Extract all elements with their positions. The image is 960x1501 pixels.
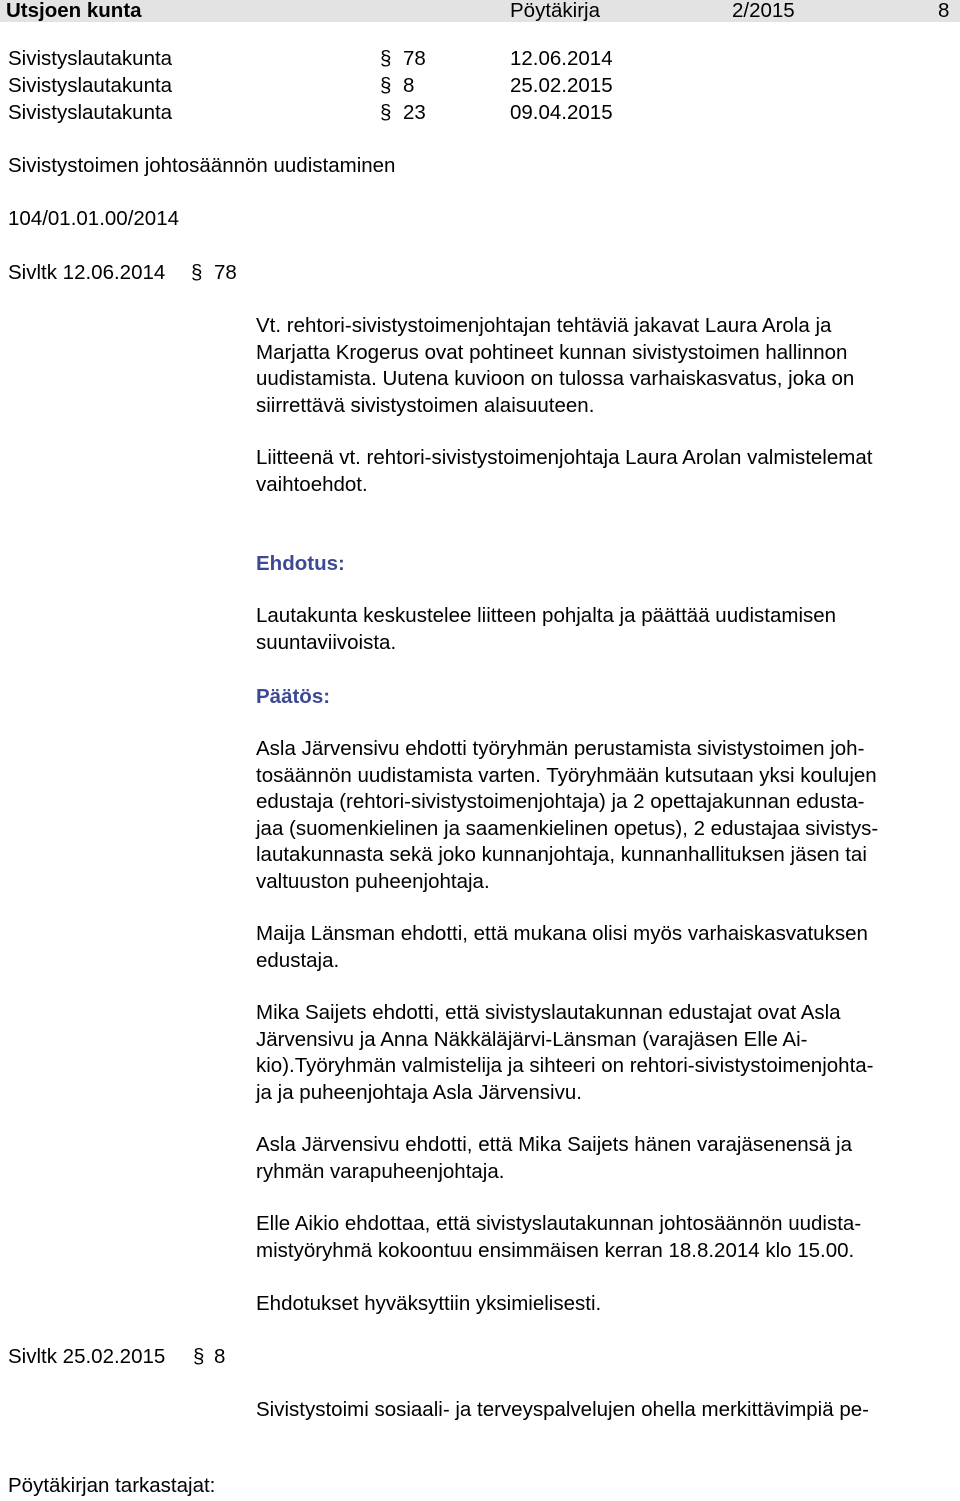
text-line: Maija Länsman ehdotti, että mukana olisi myös varhaiskasvatuksen: [256, 922, 868, 945]
decision-paragraph: [256, 1211, 956, 1264]
section-mark-icon: §: [380, 47, 392, 70]
text-line: Elle Aikio ehdottaa, että sivistyslautakunnan johtosäännön uudista-: [256, 1212, 862, 1235]
proposal-paragraph: [256, 603, 956, 656]
text-line: vaihtoehdot.: [256, 472, 368, 496]
text-line: ryhmän varapuheenjohtaja.: [256, 1159, 505, 1183]
meeting-label: Sivltk 12.06.2014: [8, 261, 166, 284]
document-number: 2/2015: [732, 0, 795, 22]
text-line: Asla Järvensivu ehdotti työryhmän perustamista sivistystoimen joh-: [256, 737, 865, 760]
reference-date: 09.04.2015: [510, 101, 613, 124]
decision-paragraph: [256, 1000, 956, 1106]
decision-label: Päätös:: [256, 685, 331, 708]
meeting-section: 8: [214, 1345, 226, 1368]
text-line: valtuuston puheenjohtaja.: [256, 869, 490, 893]
meeting-label: Sivltk 25.02.2015: [8, 1345, 166, 1368]
document-title: Sivistystoimen johtosäännön uudistaminen: [8, 154, 396, 177]
text-line: edustaja.: [256, 948, 340, 972]
reference-board: Sivistyslautakunta: [8, 101, 173, 124]
decision-paragraph: [256, 921, 956, 974]
text-line: uudistamista. Uutena kuvioon on tulossa varhaiskasvatus, joka on: [256, 367, 855, 390]
section-mark-icon: §: [191, 261, 203, 284]
reference-section: 78: [403, 47, 426, 70]
text-line: Mika Saijets ehdotti, että sivistyslautakunnan edustajat ovat Asla: [256, 1001, 841, 1024]
attachment-paragraph: [256, 445, 956, 498]
text-line: Marjatta Krogerus ovat pohtineet kunnan sivistystoimen hallinnon: [256, 340, 848, 364]
meeting-section: 78: [214, 261, 237, 284]
decision-paragraph: [256, 736, 956, 895]
document-type: Pöytäkirja: [510, 0, 601, 22]
page-number: 8: [938, 0, 950, 22]
text-line: Vt. rehtori-sivistystoimenjohtajan tehtäviä jakavat Laura Arola ja: [256, 314, 832, 337]
reference-date: 12.06.2014: [510, 47, 613, 70]
text-line: tosäännön uudistamista varten. Työryhmään kutsutaan yksi koulujen: [256, 763, 877, 787]
text-line: edustaja (rehtori-sivistystoimenjohtaja) ja 2 opettajakunnan edusta-: [256, 790, 865, 813]
decision-paragraph: [256, 1291, 956, 1318]
text-line: Sivistystoimi sosiaali- ja terveyspalvelujen ohella merkittävimpiä pe-: [256, 1398, 869, 1421]
text-line: Liitteenä vt. rehtori-sivistystoimenjohtaja Laura Arolan valmistelemat: [256, 446, 873, 469]
municipality-name: Utsjoen kunta: [6, 0, 142, 22]
text-line: Asla Järvensivu ehdotti, että Mika Saijets hänen varajäsenensä ja: [256, 1133, 852, 1156]
text-line: suuntaviivoista.: [256, 630, 397, 654]
text-line: mistyöryhmä kokoontuu ensimmäisen kerran 18.8.2014 klo 15.00.: [256, 1238, 855, 1262]
proposal-label: Ehdotus:: [256, 552, 345, 575]
text-line: siirrettävä sivistystoimen alaisuuteen.: [256, 393, 595, 417]
section-mark-icon: §: [193, 1345, 205, 1368]
reference-board: Sivistyslautakunta: [8, 47, 173, 70]
text-line: Ehdotukset hyväksyttiin yksimielisesti.: [256, 1292, 602, 1315]
text-line: jaa (suomenkielinen ja saamenkielinen opetus), 2 edustajaa sivistys-: [256, 816, 879, 840]
text-line: lautakunnasta sekä joko kunnanjohtaja, kunnanhallituksen jäsen tai: [256, 843, 867, 866]
text-line: kio).Työryhmän valmistelija ja sihteeri on rehtori-sivistystoimenjohta-: [256, 1054, 874, 1077]
page-header: [0, 0, 960, 22]
reference-section: 8: [403, 74, 415, 97]
decision-paragraph: [256, 1132, 956, 1185]
record-number: 104/01.01.00/2014: [8, 207, 179, 230]
inspectors-label: Pöytäkirjan tarkastajat:: [8, 1474, 216, 1497]
text-line: Lautakunta keskustelee liitteen pohjalta ja päättää uudistamisen: [256, 604, 837, 627]
reference-board: Sivistyslautakunta: [8, 74, 173, 97]
reference-section: 23: [403, 101, 426, 124]
text-line: Järvensivu ja Anna Näkkäläjärvi-Länsman (varajäsen Elle Ai-: [256, 1027, 808, 1051]
section-mark-icon: §: [380, 101, 392, 124]
section-mark-icon: §: [380, 74, 392, 97]
reference-date: 25.02.2015: [510, 74, 613, 97]
text-line: ja ja puheenjohtaja Asla Järvensivu.: [256, 1080, 582, 1104]
intro-paragraph: [256, 313, 956, 419]
meeting2-paragraph: [256, 1397, 956, 1424]
